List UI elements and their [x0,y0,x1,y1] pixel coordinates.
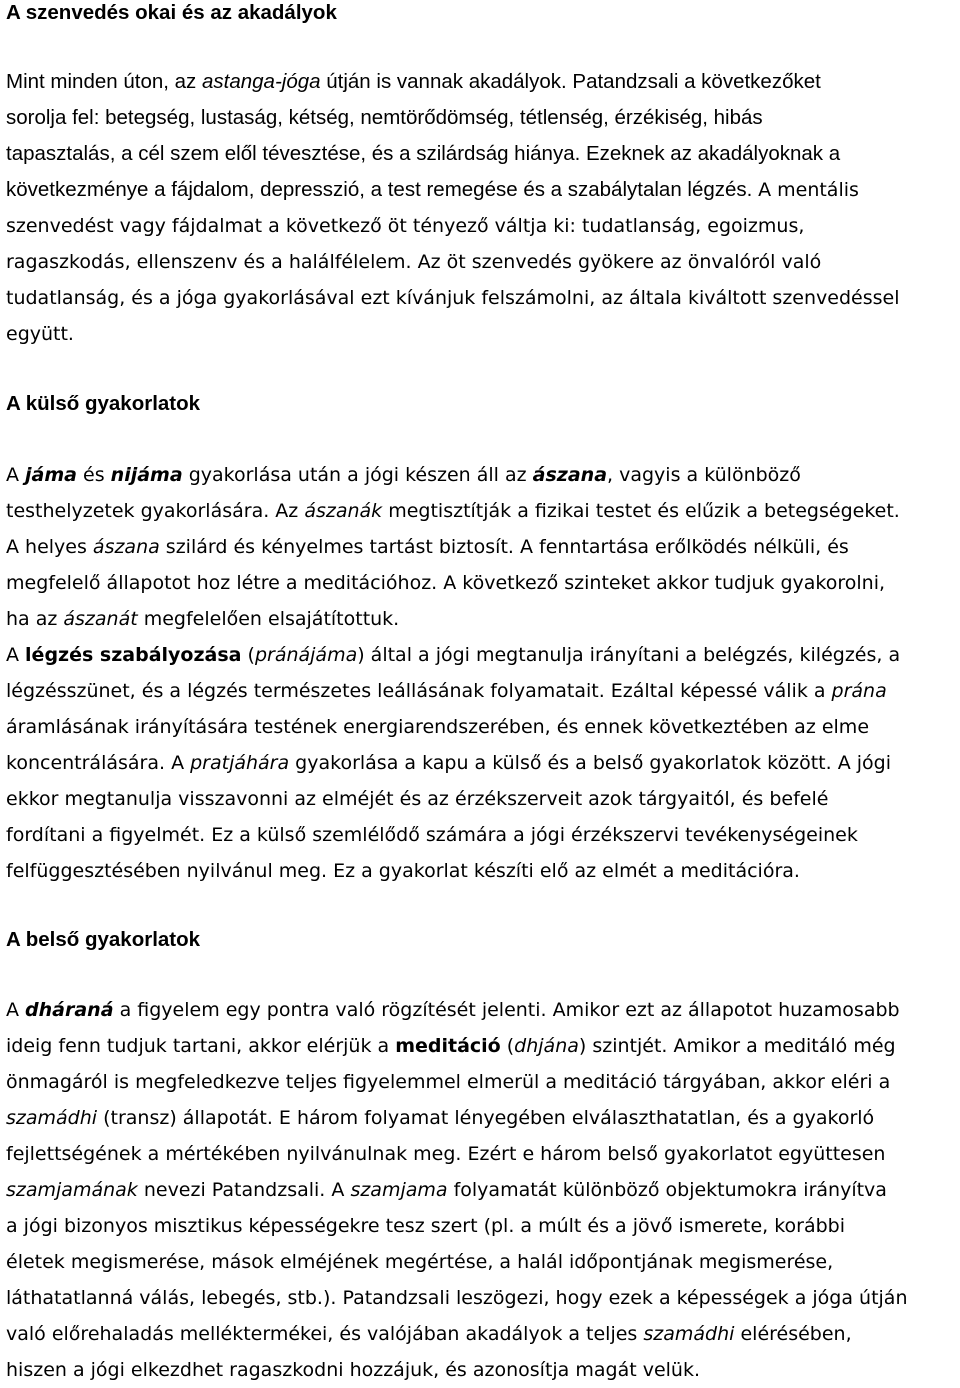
paragraph-obstacles: Mint minden úton, az astanga-jóga útján is vannak akadályok. Patandzsali a következőket sorolja fel: betegség, lustaság, kétség, nemtörődömség, tétlenség, érzékiség, hibás tapasztalás, a cél szem elől tévesztése, és a szilárdság hiánya. Ezeknek az akadályoknak a következménye a fájdalom, depresszió, a test remegése és a szabálytalan légzés. A mentális szenvedést vagy fájdalmat a következő öt tényező váltja ki: tudatlanság, egoizmus, ragaszkodás, ellenszenv és a halálfélelem. Az öt szenvedés gyökere az önvalóról való tudatlanság, és a jóga gyakorlásával ezt kívánjuk felszámolni, az általa kiváltott szenvedéssel együtt. [6,70,900,345]
heading-external-practices: A külső gyakorlatok [6,392,201,415]
paragraph-pranayama: A légzés szabályozása (pránájáma) által a jógi megtanulja irányítani a belégzés, kilégzés, a légzésszünet, és a légzés természetes leállásának folyamatait. Ezáltal képessé válik a prána áramlásának irányítására testének energiarendszerében, és ennek következtében az elme koncentrálására. A pratjáhára gyakorlása a kapu a külső és a belső gyakorlatok között. A jógi ekkor megtanulja visszavonni az elméjét és az érzékszerveit azok tárgyaitól, és befelé fordítani a figyelmét. Ez a külső szemlélődő számára a jógi érzékszervi tevékenységeinek felfüggesztésében nyilvánul meg. Ez a gyakorlat készíti elő az elmét a meditációra. [6,644,901,882]
heading-internal-practices: A belső gyakorlatok [6,928,201,951]
heading-suffering-obstacles: A szenvedés okai és az akadályok [6,1,337,24]
paragraph-dharana: A dháraná a figyelem egy pontra való rögzítését jelenti. Amikor ezt az állapotot huzamosabb ideig fenn tudjuk tartani, akkor elérjük a meditáció (dhjána) szintjét. Amikor a meditáló még önmagáról is megfeledkezve teljes figyelemmel elmerül a meditáció tárgyában, akkor eléri a szamádhi (transz) állapotát. E három folyamat lényegében elválaszthatatlan, és a gyakorló fejlettségének a mértékében nyilvánulnak meg. Ezért e három belső gyakorlatot együttesen szamjamának nevezi Patandzsali. A szamjama folyamatát különböző objektumokra irányítva a jógi bizonyos misztikus képességekre tesz szert (pl. a múlt és a jövő ismerete, korábbi életek megismerése, mások elméjének megértése, a halál időpontjának megismerése, láthatatlanná válás, lebegés, stb.). Patandzsali leszögezi, hogy ezek a képességek a jóga útján való előrehaladás melléktermékei, és valójában akadályok a teljes szamádhi elérésében, hiszen a jógi elkezdhet ragaszkodni hozzájuk, és azonosítja magát velük. [6,999,908,1381]
paragraph-asana: A jáma és nijáma gyakorlása után a jógi készen áll az ászana, vagyis a különböző testhelyzetek gyakorlására. Az ászanák megtisztítják a fizikai testet és elűzik a betegségeket. A helyes ászana szilárd és kényelmes tartást biztosít. A fenntartása erőlködés nélküli, és megfelelő állapotot hoz létre a meditációhoz. A következő szinteket akkor tudjuk gyakorolni, ha az ászanát megfelelően elsajátítottuk. [6,464,900,630]
